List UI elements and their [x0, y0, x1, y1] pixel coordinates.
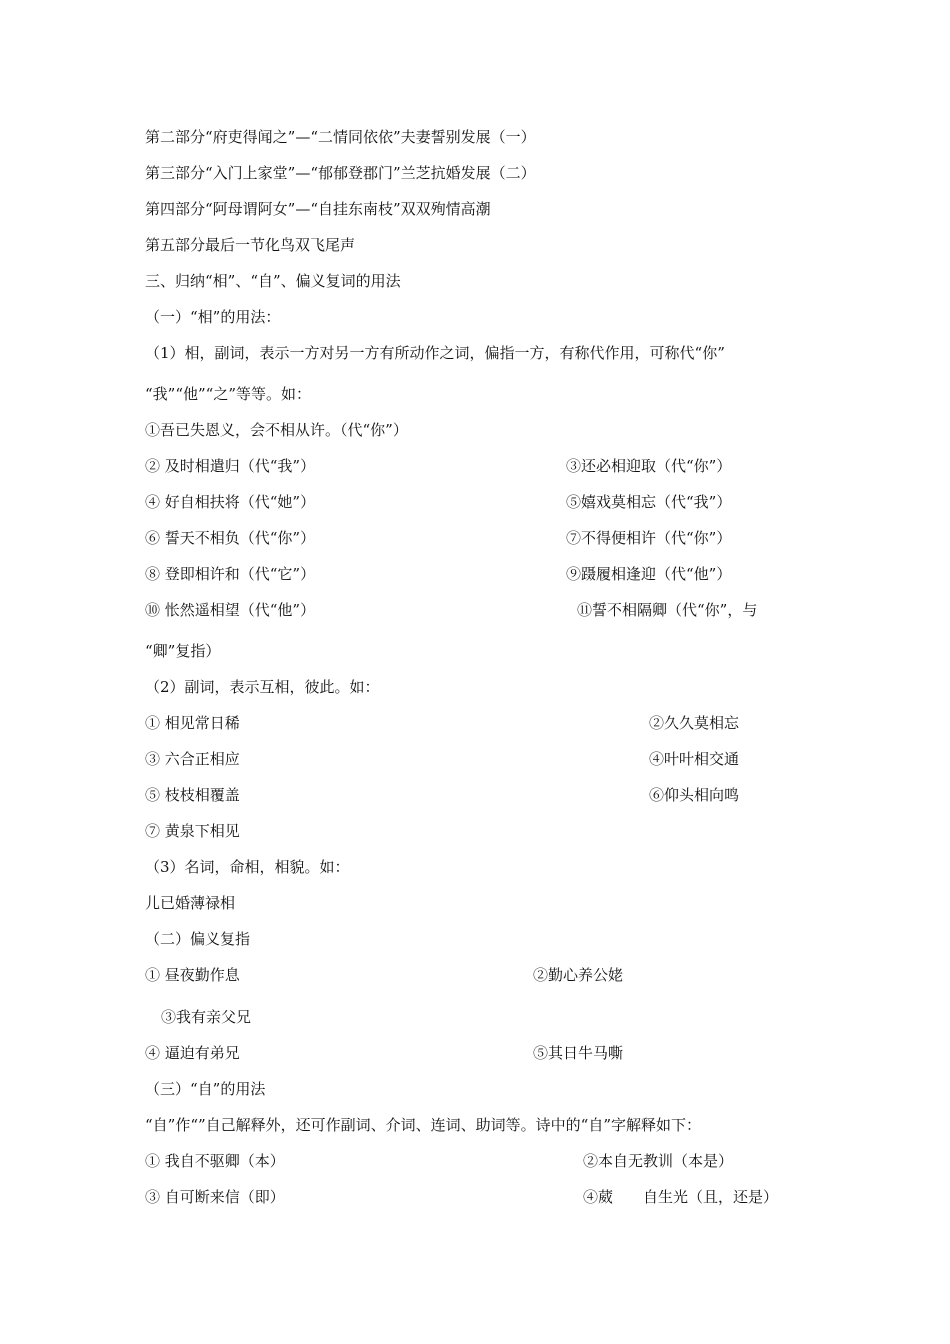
text-line: “我”“他”“之”等等。如：: [145, 385, 312, 403]
example-item: ⑧ 登即相许和（代“它”）: [145, 565, 316, 583]
example-item: ② 及时相遣归（代“我”）: [145, 457, 316, 475]
example-item: ① 相见常日稀: [145, 714, 240, 732]
example-item: ⑦ 黄泉下相见: [145, 822, 240, 840]
example-item: ②本自无教训（本是）: [583, 1152, 734, 1170]
example-item: ②勤心养公姥: [533, 966, 624, 984]
text-line: （3）名词，命相，相貌。如：: [145, 858, 350, 876]
example-item: ① 我自不驱卿（本）: [145, 1152, 285, 1170]
section-heading: 三、归纳“相”、“自”、偏义复词的用法: [145, 272, 401, 290]
example-item: ⑤嬉戏莫相忘（代“我”）: [566, 493, 732, 511]
text-line: 第五部分最后一节化鸟双飞尾声: [145, 236, 356, 254]
example-item: ①吾已失恩义，会不相从许。（代“你”）: [145, 421, 408, 439]
text-line: 第四部分“阿母谓阿女”—“自挂东南枝”双双殉情高潮: [145, 200, 491, 218]
example-item: ① 昼夜勤作息: [145, 966, 240, 984]
example-item: ⑥仰头相向鸣: [649, 786, 740, 804]
example-item: ⑦不得便相许（代“你”）: [566, 529, 732, 547]
subsection-heading: （一）“相”的用法：: [145, 308, 281, 326]
text-line: “卿”复指）: [145, 642, 221, 660]
example-item: ③ 六合正相应: [145, 750, 240, 768]
example-item: ③还必相迎取（代“你”）: [566, 457, 732, 475]
example-item: ③ 自可断来信（即）: [145, 1188, 285, 1206]
subsection-heading: （三）“自”的用法: [145, 1080, 266, 1098]
example-item: ④葳 自生光（且，还是）: [583, 1188, 779, 1206]
text-line: 第二部分“府吏得闻之”—“二情同依依”夫妻誓别发展（一）: [145, 128, 536, 146]
example-item: ②久久莫相忘: [649, 714, 740, 732]
text-line: “自”作“”自己解释外，还可作副词、介词、连词、助词等。诗中的“自”字解释如下：: [145, 1116, 702, 1134]
example-item: ⑤ 枝枝相覆盖: [145, 786, 240, 804]
example-item: ⑤其日牛马嘶: [533, 1044, 624, 1062]
example-item: ④叶叶相交通: [649, 750, 740, 768]
example-item: ⑩ 怅然遥相望（代“他”）: [145, 601, 316, 619]
example-item: ⑪誓不相隔卿（代“你”，与: [577, 601, 758, 619]
text-line: （2）副词，表示互相，彼此。如：: [145, 678, 380, 696]
text-line: （1）相，副词，表示一方对另一方有所动作之词，偏指一方，有称代作用，可称代“你”: [145, 344, 725, 362]
example-item: 儿已婚薄禄相: [145, 894, 236, 912]
example-item: ⑨蹑履相逢迎（代“他”）: [566, 565, 732, 583]
text-line: 第三部分“入门上家堂”—“郁郁登郡门”兰芝抗婚发展（二）: [145, 164, 536, 182]
example-item: ③我有亲父兄: [161, 1008, 252, 1026]
subsection-heading: （二）偏义复指: [145, 930, 251, 948]
example-item: ④ 逼迫有弟兄: [145, 1044, 240, 1062]
example-item: ⑥ 誓天不相负（代“你”）: [145, 529, 316, 547]
example-item: ④ 好自相扶将（代“她”）: [145, 493, 316, 511]
